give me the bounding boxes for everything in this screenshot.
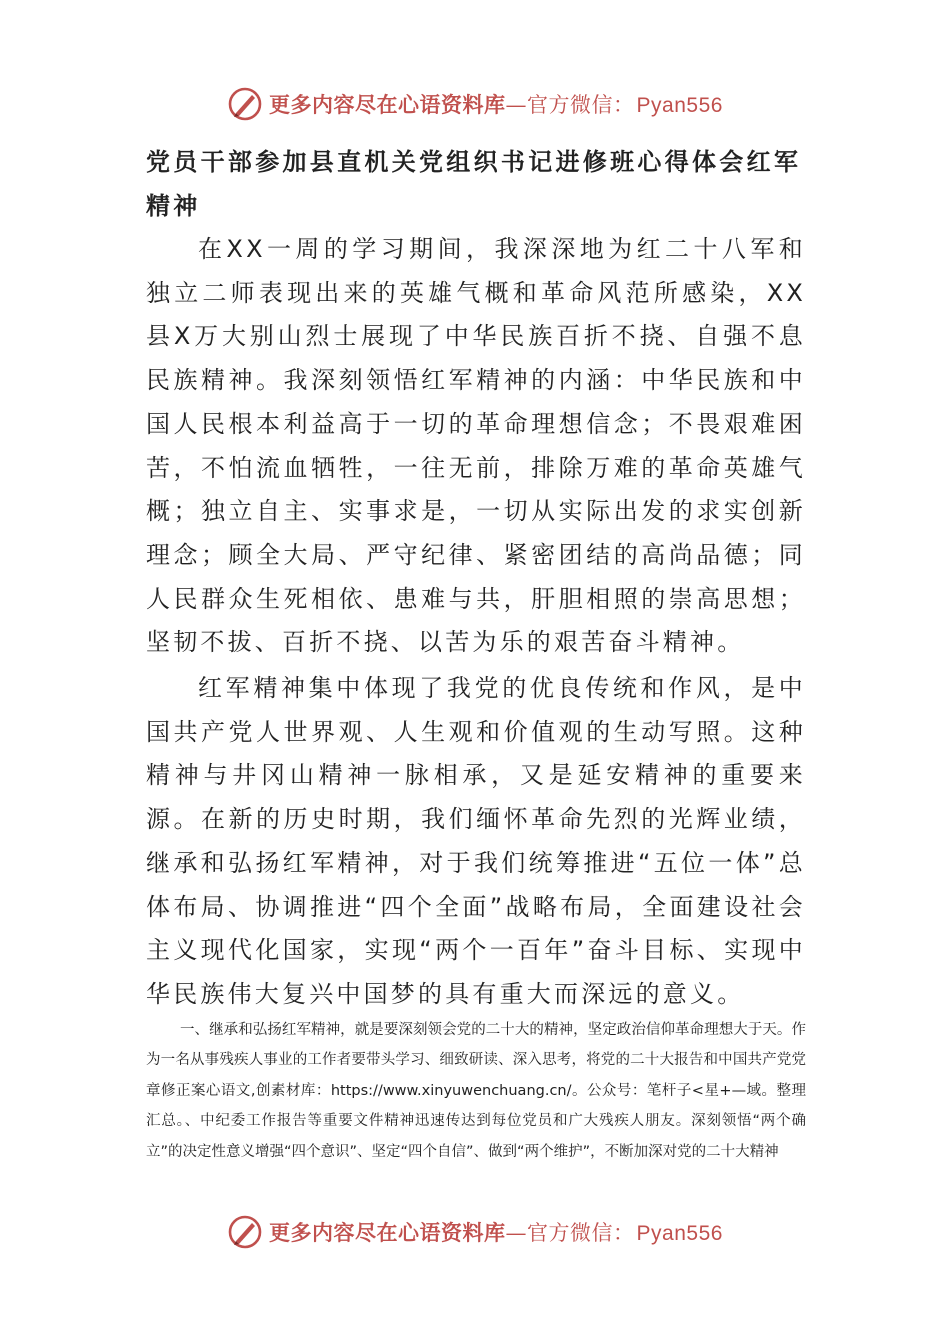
pen-logo-icon: [227, 1214, 263, 1250]
footer-banner[interactable]: [0, 1212, 950, 1252]
body-paragraph-2: 红军精神集中体现了我党的优良传统和作风，是中国共产党人世界观、人生观和价值观的生动写照。这种精神与井冈山精神一脉相承，又是延安精神的重要来源。在新的历史时期，我们缅怀革命先烈的光辉业绩，继承和弘扬红军精神，对于我们统筹推进“五位一体”总体布局、协调推进“四个全面”战略布局，全面建设社会主义现代化国家，实现“两个一百年”奋斗目标、实现中华民族伟大复兴中国梦的具有重大而深远的意义。: [146, 674, 806, 1008]
header-banner[interactable]: [0, 84, 950, 124]
banner-wechat-label: 官方微信：: [527, 93, 635, 117]
banner-brand: 更多内容尽在心语资料库: [269, 92, 506, 117]
banner-wechat-id: Pyan556: [636, 94, 723, 117]
document-title: 党员干部参加县直机关党组织书记进修班心得体会红军精神: [146, 148, 802, 220]
document-body: [146, 228, 806, 1017]
small-print-paragraph: 一、继承和弘扬红军精神，就是要深刻领会党的二十大的精神，坚定政治信仰革命理想大于天。作为一名从事残疾人事业的工作者要带头学习、细致研读、深入思考，将党的二十大报告和中国共产党党章修正案心语文,创素材库：https://www.xinyuwenchuang.cn/。公众号：笔杆子<星+—域。整理汇总。、中纪委工作报告等重要文件精神迅速传达到每位党员和广大残疾人朋友。深刻领悟“两个确立”的决定性意义增强“四个意识”、坚定“四个自信”、做到“两个维护”，不断加深对党的二十大精神: [146, 1022, 806, 1160]
pen-logo-icon: [227, 86, 263, 122]
body-paragraph-1: 在XX一周的学习期间，我深深地为红二十八军和独立二师表现出来的英雄气概和革命风范所感染，XX县X万大别山烈士展现了中华民族百折不挠、自强不息民族精神。我深刻领悟红军精神的内涵：中华民族和中国人民根本利益高于一切的革命理想信念；不畏艰难困苦，不怕流血牺牲，一往无前，排除万难的革命英雄气概；独立自主、实事求是，一切从实际出发的求实创新理念；顾全大局、严守纪律、紧密团结的高尚品德；同人民群众生死相依、患难与共，肝胆相照的崇高思想；坚韧不拔、百折不挠、以苦为乐的艰苦奋斗精神。: [146, 235, 806, 657]
banner-dash: —: [505, 1221, 528, 1245]
banner-wechat-id: Pyan556: [636, 1222, 723, 1245]
banner-wechat-label: 官方微信：: [527, 1221, 635, 1245]
banner-brand: 更多内容尽在心语资料库: [269, 1220, 506, 1245]
banner-text: [269, 1217, 723, 1247]
banner-text: [269, 89, 723, 119]
banner-dash: —: [505, 93, 528, 117]
